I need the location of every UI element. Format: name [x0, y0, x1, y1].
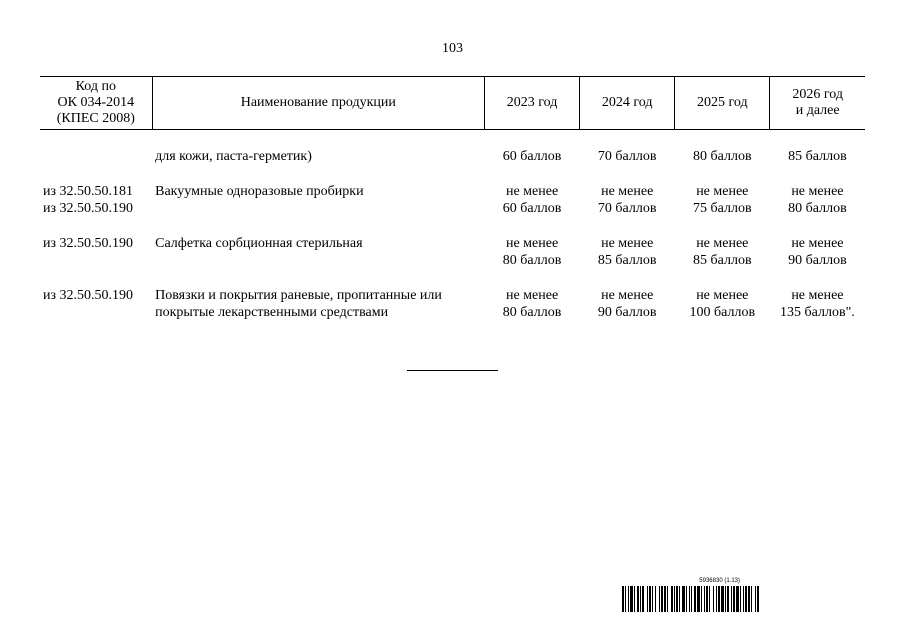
row-2024: не менее 90 баллов	[597, 288, 657, 320]
row-code	[40, 130, 152, 166]
table-row	[40, 165, 865, 217]
row-2026: не менее 80 баллов	[788, 184, 847, 216]
barcode-bars	[622, 586, 858, 612]
row-name: Вакуумные одноразовые пробирки	[155, 184, 364, 199]
row-code: из 32.50.50.190	[43, 288, 134, 303]
row-2026: не менее 135 баллов".	[780, 288, 855, 320]
table-row	[40, 217, 865, 269]
document-barcode	[622, 578, 858, 612]
row-code: из 32.50.50.181 из 32.50.50.190	[43, 184, 134, 216]
row-2025: не менее 75 баллов	[693, 184, 752, 216]
row-2025: 80 баллов	[693, 149, 752, 164]
header-name: Наименование продукции	[152, 77, 484, 130]
header-2025: 2025 год	[675, 77, 770, 130]
header-2023: 2023 год	[485, 77, 580, 130]
barcode-bar	[759, 586, 761, 612]
footer-divider	[407, 370, 498, 371]
barcode-number: 5936830 (1.13)	[699, 578, 740, 584]
header-2024: 2024 год	[580, 77, 675, 130]
row-2026: 85 баллов	[788, 149, 847, 164]
row-name: для кожи, паста-герметик)	[155, 149, 312, 164]
row-2025: не менее 100 баллов	[689, 288, 756, 320]
row-2023: не менее 80 баллов	[502, 288, 562, 320]
row-2023: 60 баллов	[502, 149, 562, 164]
row-code: из 32.50.50.190	[43, 236, 134, 251]
row-2023: не менее 80 баллов	[502, 236, 562, 268]
row-2025: не менее 85 баллов	[693, 236, 752, 268]
products-table	[40, 76, 865, 321]
table-row	[40, 130, 865, 166]
row-2024: не менее 85 баллов	[597, 236, 657, 268]
row-2023: не менее 60 баллов	[502, 184, 562, 216]
header-code: Код по ОК 034-2014 (КПЕС 2008)	[40, 77, 152, 130]
page-number: 103	[442, 41, 463, 56]
row-2024: 70 баллов	[597, 149, 657, 164]
row-2026: не менее 90 баллов	[788, 236, 847, 268]
row-2024: не менее 70 баллов	[597, 184, 657, 216]
table-header-row	[40, 77, 865, 130]
table-row	[40, 269, 865, 321]
row-name: Салфетка сорбционная стерильная	[155, 236, 363, 251]
header-2026: 2026 год и далее	[770, 77, 865, 130]
row-name: Повязки и покрытия раневые, пропитанные или покрытые лекарственными средствами	[155, 288, 442, 320]
